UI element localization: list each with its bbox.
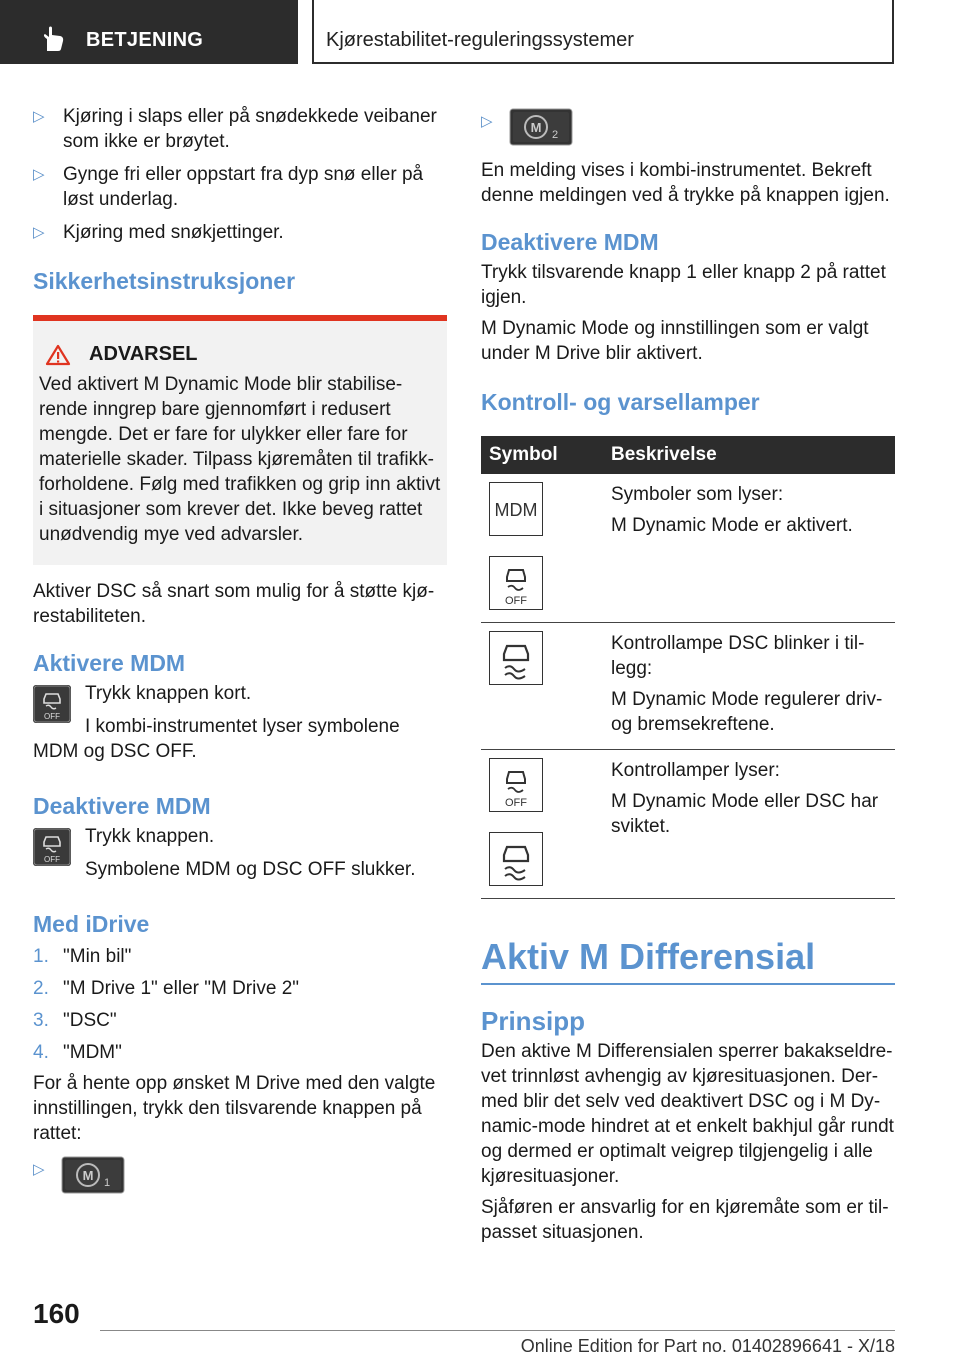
description-line: Kontrollampe DSC blinker i tillegg: (611, 633, 865, 679)
column-header: Beskrivelse (603, 436, 895, 474)
description-cell (603, 474, 895, 623)
activate-heading: Aktivere MDM (33, 650, 186, 676)
symbol-cell (481, 623, 603, 750)
svg-text:M: M (82, 1168, 94, 1183)
paragraph: M Dynamic Mode og innstillingen som er valgt under M Drive blir aktivert. (481, 318, 869, 364)
paragraph: Den aktive M Differensialen sperrer bakakseldrevet trinnløst avhengig av kjøresituasjonen. Dermed blir det selv ved deaktivert DSC og i M Dynamic-mode hindret at et enkelt bakhjul går rundt og dermed er optimalt veigrep tilgjengelig i alle kjøresituasjoner. (481, 1041, 894, 1187)
table-header-row (481, 436, 895, 474)
paragraph: Trykk tilsvarende knapp 1 eller knapp 2 på rattet igjen. (481, 262, 886, 308)
m2-row (481, 108, 895, 152)
list-item (33, 104, 447, 154)
safety-heading: Sikkerhetsinstruksjoner (33, 268, 296, 294)
m1-button-icon (61, 1156, 125, 1194)
bullet-text: Gynge fri eller oppstart fra dyp snø eller på løst underlag. (63, 164, 424, 210)
page-number: 160 (33, 1298, 80, 1329)
triangle-right-icon: ▷ (33, 166, 45, 183)
dsc-off-button-icon (33, 828, 71, 866)
dsc-off-button-icon (33, 685, 71, 723)
step-number: 3. (33, 1010, 49, 1031)
lamps-heading: Kontroll- og varsellamper (481, 389, 760, 415)
step-text: "DSC" (63, 1010, 117, 1031)
mdm-lamp-icon (489, 482, 543, 536)
triangle-right-icon: ▷ (33, 224, 45, 241)
svg-text:MDM: MDM (494, 500, 538, 520)
dsc-lamp-icon (489, 832, 543, 886)
deactivate-block (33, 824, 447, 882)
svg-text:OFF: OFF (505, 797, 527, 809)
footer-divider (100, 1330, 895, 1331)
warning-triangle-icon (45, 344, 71, 366)
paragraph: Sjåføren er ansvarlig for en kjøremåte som er tilpasset situasjonen. (481, 1197, 889, 1243)
list-item (33, 1040, 447, 1065)
warning-text: Ved aktivert M Dynamic Mode blir stabiliserende inngrep bare gjennomført i redusert mengde. Det er fare for ulykker eller fare for materielle skader. Tilpass kjøremåten til trafikkforholdene. Følg med trafikken og grip inn aktivt i situasjoner som krever det. Ikke beveg rattet unødvendig mye ved advarsler. (39, 374, 441, 545)
svg-text:OFF: OFF (44, 712, 60, 721)
description-cell (603, 750, 895, 899)
description-line: M Dynamic Mode er aktivert. (611, 515, 853, 536)
bullet-text: Kjøring med snøkjettinger. (63, 222, 284, 243)
step-text: "M Drive 1" eller "M Drive 2" (63, 978, 300, 999)
bullet-text: Kjøring i slaps eller på snødekkede veibaner som ikke er brøytet. (63, 106, 437, 152)
paragraph: En melding vises i kombi-instrumentet. Bekreft denne meldingen ved å trykke på knappen igjen. (481, 160, 890, 206)
paragraph: For å hente opp ønsket M Drive med den valgte innstillingen, trykk den tilsvarende knappen på rattet: (33, 1073, 436, 1144)
warning-box (33, 315, 447, 565)
svg-text:OFF: OFF (44, 855, 60, 864)
step-text: "Min bil" (63, 946, 132, 967)
step-text: "MDM" (63, 1042, 122, 1063)
svg-text:M: M (530, 120, 542, 135)
paragraph: Aktiver DSC så snart som mulig for å støtte kjørestabiliteten. (33, 581, 435, 627)
svg-text:1: 1 (104, 1177, 111, 1189)
description-line: M Dynamic Mode eller DSC har sviktet. (611, 791, 879, 837)
section-tab (0, 0, 298, 64)
description-cell (603, 623, 895, 750)
idrive-heading: Med iDrive (33, 911, 150, 937)
section-title: BETJENING (86, 29, 204, 51)
svg-text:OFF: OFF (505, 595, 527, 607)
triangle-right-icon: ▷ (481, 113, 493, 130)
dsc-lamp-icon (489, 631, 543, 685)
left-column (33, 100, 447, 1196)
step-number: 1. (33, 946, 49, 967)
table-row (481, 750, 895, 899)
description-line: Symboler som lyser: (611, 484, 784, 505)
footer-edition: Online Edition for Part no. 01402896641 - X/18 (520, 1336, 895, 1356)
deactivate-line1: Trykk knappen. (85, 826, 215, 847)
list-item (33, 944, 447, 969)
table-row (481, 474, 895, 623)
step-number: 4. (33, 1042, 49, 1063)
activate-line1: Trykk knappen kort. (85, 683, 252, 704)
section-title: Aktiv M Differensial (481, 935, 895, 985)
description-line: M Dynamic Mode regulerer driv- og bremsekreftene. (611, 689, 883, 735)
dsc-off-symbol-icon (33, 828, 71, 866)
step-number: 2. (33, 978, 49, 999)
deactivate-heading: Deaktivere MDM (481, 229, 659, 255)
column-header: Symbol (481, 436, 603, 474)
dsc-off-lamp-icon (489, 758, 543, 812)
lamps-table (481, 436, 895, 899)
list-item (33, 220, 447, 245)
activate-line2: I kombi-instrumentet lyser symbolene MDM og DSC OFF. (33, 716, 400, 762)
warning-title: ADVARSEL (89, 343, 198, 365)
chapter-tab (312, 0, 894, 64)
description-line: Kontrollamper lyser: (611, 760, 780, 781)
dsc-off-symbol-icon (33, 685, 71, 723)
principle-heading: Prinsipp (481, 1006, 586, 1036)
list-item (33, 162, 447, 212)
symbol-cell (481, 474, 603, 623)
chapter-title: Kjørestabilitet-reguleringssystemer (326, 29, 634, 51)
m2-button-icon (509, 108, 573, 146)
triangle-right-icon: ▷ (33, 108, 45, 125)
hand-icon (38, 24, 68, 54)
triangle-right-icon: ▷ (33, 1161, 45, 1178)
list-item (33, 976, 447, 1001)
m1-row (33, 1156, 447, 1196)
warning-header (39, 343, 441, 366)
dsc-off-lamp-icon (489, 556, 543, 610)
activate-block (33, 681, 447, 764)
deactivate-line2: Symbolene MDM og DSC OFF slukker. (85, 859, 416, 880)
table-row (481, 623, 895, 750)
svg-text:2: 2 (552, 129, 559, 141)
right-column (481, 100, 895, 1245)
deactivate-heading: Deaktivere MDM (33, 793, 211, 819)
symbol-cell (481, 750, 603, 899)
list-item (33, 1008, 447, 1033)
